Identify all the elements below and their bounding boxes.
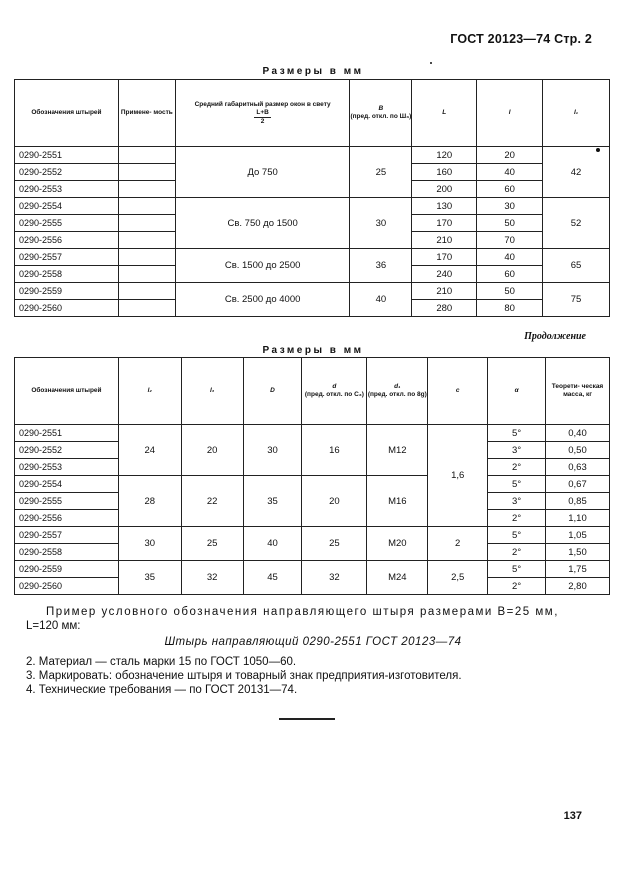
note-material: 2. Материал — сталь марки 15 по ГОСТ 1050—60. [26,656,297,668]
table-row: 0290-2553 200 60 [15,181,610,198]
table-row: 0290-2555 170 50 [15,215,610,232]
table1-header-l: l [477,80,543,147]
table-row: 0290-2552 3° 0,50 [15,442,610,459]
table-row: 0290-2558 240 60 [15,266,610,283]
table-row: 0290-2559 Св. 2500 до 4000 40 210 50 75 [15,283,610,300]
page-number: 137 [563,810,582,822]
table2-caption: Размеры в мм [262,345,364,356]
table-row: 0290-2556 2° 1,10 [15,510,610,527]
table-row: 0290-2556 210 70 [15,232,610,249]
table-row: 0290-2551 До 750 25 120 20 42 [15,147,610,164]
note-marking: 3. Маркировать: обозначение штыря и товарный знак предприятия-изготовителя. [26,670,462,682]
table1-header-row [15,80,610,147]
table2-header-d1: d₁ (пред. откл. по 8g) [367,358,428,425]
speck-mark [430,62,432,64]
table-row: 0290-2559 35 32 45 32 M24 2,5 5° 1,75 [15,561,610,578]
table1-header-l1: l₁ [543,80,610,147]
page-header: ГОСТ 20123—74 Стр. 2 [450,32,592,46]
table1-header-applicability: Примене- мость [118,80,175,147]
separator-line [279,718,335,720]
table2 [14,357,610,595]
table-row: 0290-2558 2° 1,50 [15,544,610,561]
table2-header-mass: Теорети- ческая масса, кг [546,358,610,425]
table2-header-alpha: α [488,358,546,425]
table-row: 0290-2553 2° 0,63 [15,459,610,476]
example-line-1: Пример условного обозначения направляющего штыря размерами B=25 мм, [46,606,559,618]
table2-header-c: c [428,358,488,425]
table-row: 0290-2551 24 20 30 16 M12 1,6 5° 0,40 [15,425,610,442]
note-technical-requirements: 4. Технические требования — по ГОСТ 20131—74. [26,684,298,696]
table2-header-row [15,358,610,425]
table1-header-designation: Обозначения штырей [15,80,119,147]
table2-header-designation: Обозначения штырей [15,358,119,425]
example-line-2: L=120 мм: [26,620,81,632]
table2-header-l3: l₃ [181,358,243,425]
table-row: 0290-2552 160 40 [15,164,610,181]
continuation-label: Продолжение [524,331,586,342]
table1-header-L: L [412,80,477,147]
table-row: 0290-2554 Св. 750 до 1500 30 130 30 52 [15,198,610,215]
table-row: 0290-2560 280 80 [15,300,610,317]
table-row: 0290-2555 3° 0,85 [15,493,610,510]
table2-header-l2: l₂ [118,358,181,425]
speck-mark [596,148,600,152]
table-row: 0290-2560 2° 2,80 [15,578,610,595]
table1-header-B: B (пред. откл. по Ш₃) [350,80,412,147]
table2-header-D: D [243,358,302,425]
table-row: 0290-2554 28 22 35 20 M16 5° 0,67 [15,476,610,493]
table1-header-average-size: Средний габаритный размер окон в свету $\frac{L+B}{2}$ [175,80,350,147]
table-row: 0290-2557 30 25 40 25 M20 2 5° 1,05 [15,527,610,544]
table1 [14,79,610,317]
table2-header-d: d (пред. откл. по С₃) [302,358,367,425]
table1-caption: Размеры в мм [262,66,364,77]
example-designation: Штырь направляющий 0290-2551 ГОСТ 20123—74 [164,636,462,648]
table-row: 0290-2557 Св. 1500 до 2500 36 170 40 65 [15,249,610,266]
